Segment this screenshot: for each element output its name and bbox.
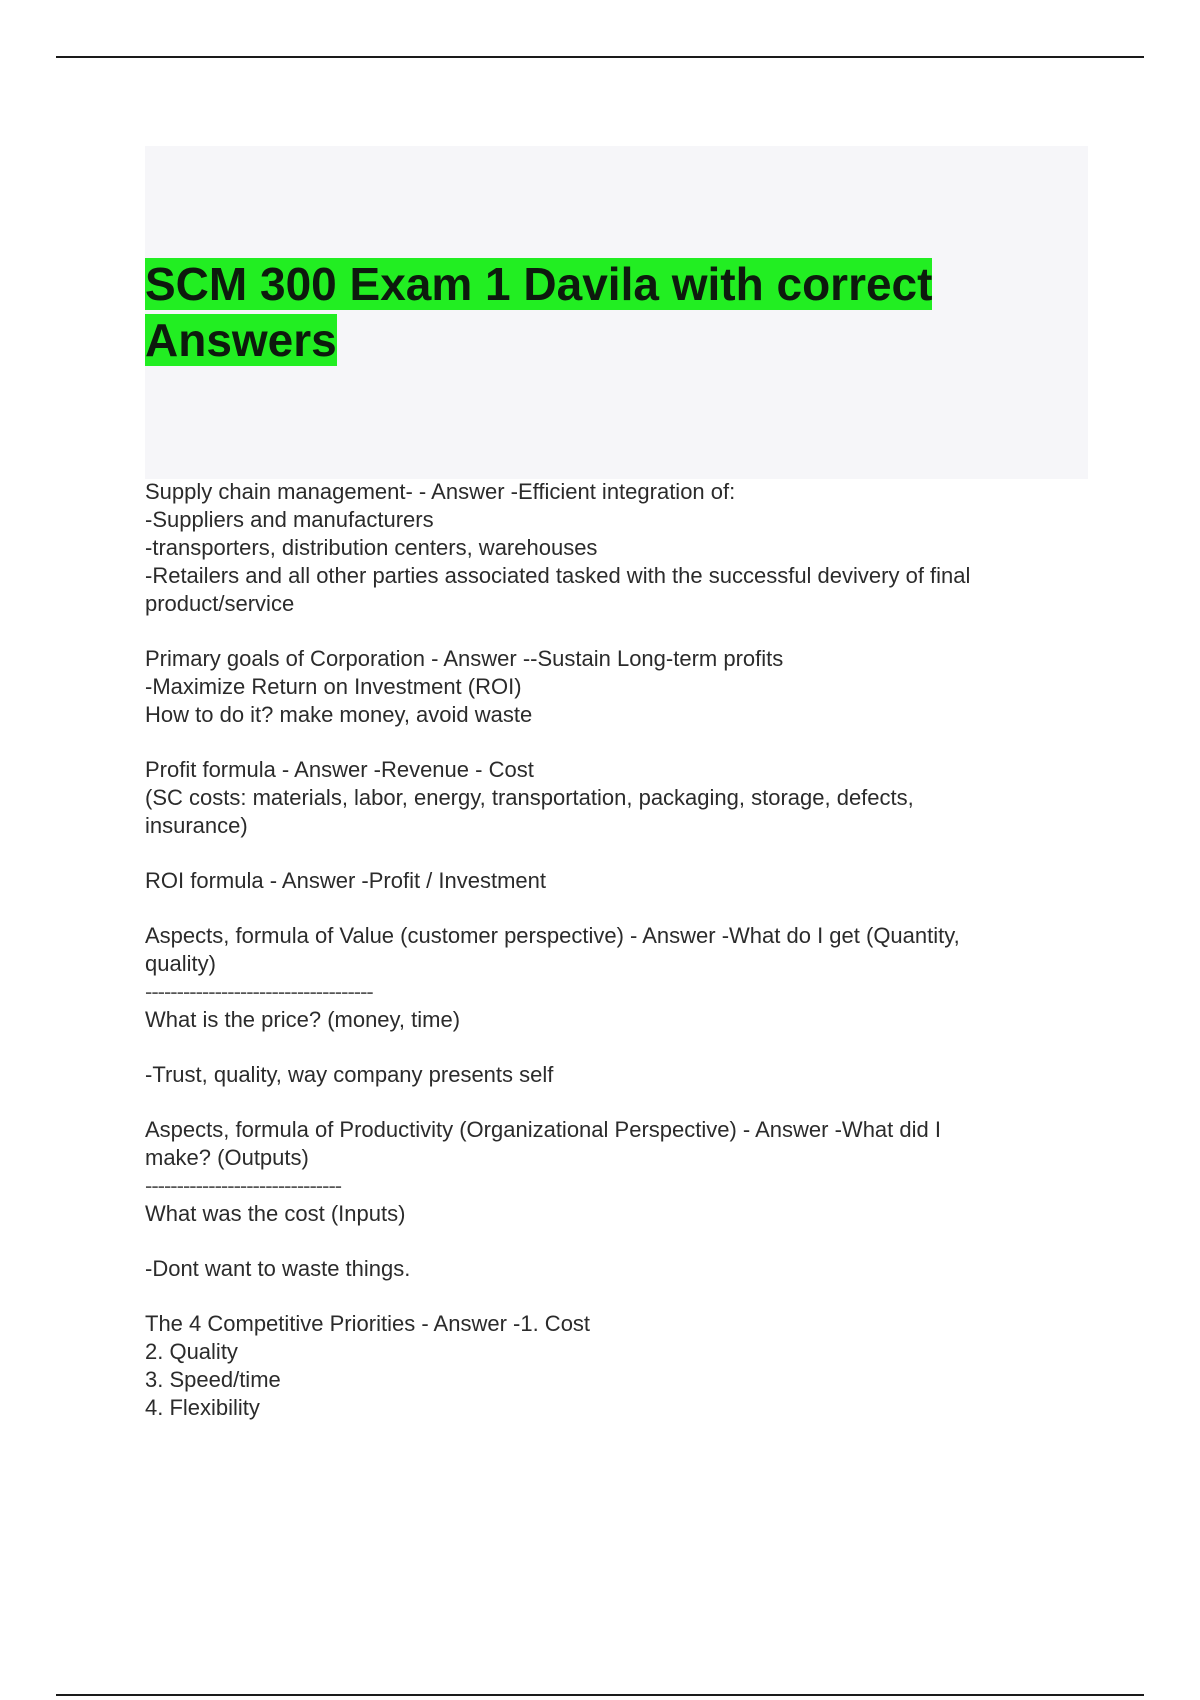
qa-line: -Dont want to waste things. bbox=[145, 1256, 411, 1281]
qa-item-profit-formula bbox=[145, 756, 1075, 840]
qa-line: 3. Speed/time bbox=[145, 1367, 281, 1392]
qa-line: -Retailers and all other parties associated tasked with the successful devivery of final bbox=[145, 563, 971, 588]
qa-line: What is the price? (money, time) bbox=[145, 1007, 461, 1032]
title-highlight: SCM 300 Exam 1 Davila with correct Answers bbox=[145, 258, 933, 366]
qa-item-productivity bbox=[145, 1116, 1075, 1283]
qa-line: 4. Flexibility bbox=[145, 1395, 260, 1420]
qa-line: -Suppliers and manufacturers bbox=[145, 507, 434, 532]
document-body bbox=[145, 478, 1075, 1449]
qa-line: How to do it? make money, avoid waste bbox=[145, 702, 533, 727]
qa-line: Primary goals of Corporation - Answer --Sustain Long-term profits bbox=[145, 646, 784, 671]
separator-line: ------------------------------------ bbox=[145, 979, 373, 1004]
qa-line: Profit formula - Answer -Revenue - Cost bbox=[145, 757, 534, 782]
top-rule bbox=[56, 56, 1144, 58]
qa-item-value bbox=[145, 922, 1075, 1089]
qa-line: What was the cost (Inputs) bbox=[145, 1201, 406, 1226]
separator-line: ------------------------------- bbox=[145, 1173, 342, 1198]
qa-line: (SC costs: materials, labor, energy, transportation, packaging, storage, defects, bbox=[145, 785, 914, 810]
qa-item-roi-formula bbox=[145, 867, 1075, 895]
qa-item-primary-goals bbox=[145, 645, 1075, 729]
qa-line: product/service bbox=[145, 591, 295, 616]
qa-line: ROI formula - Answer -Profit / Investment bbox=[145, 868, 547, 893]
qa-line: 2. Quality bbox=[145, 1339, 238, 1364]
qa-line: insurance) bbox=[145, 813, 248, 838]
bottom-rule bbox=[56, 1694, 1144, 1696]
qa-line: The 4 Competitive Priorities - Answer -1. Cost bbox=[145, 1311, 591, 1336]
qa-item-competitive-priorities bbox=[145, 1310, 1075, 1422]
qa-line: -Maximize Return on Investment (ROI) bbox=[145, 674, 522, 699]
qa-line: -transporters, distribution centers, warehouses bbox=[145, 535, 598, 560]
qa-line: Supply chain management- - Answer -Efficient integration of: bbox=[145, 479, 736, 504]
qa-line: Aspects, formula of Productivity (Organizational Perspective) - Answer -What did I bbox=[145, 1117, 941, 1142]
qa-line: Aspects, formula of Value (customer perspective) - Answer -What do I get (Quantity, bbox=[145, 923, 960, 948]
document-title bbox=[145, 256, 1045, 368]
title-block bbox=[145, 146, 1088, 479]
qa-item-supply-chain bbox=[145, 478, 1075, 618]
qa-line: make? (Outputs) bbox=[145, 1145, 309, 1170]
qa-line: -Trust, quality, way company presents self bbox=[145, 1062, 554, 1087]
qa-line: quality) bbox=[145, 951, 216, 976]
